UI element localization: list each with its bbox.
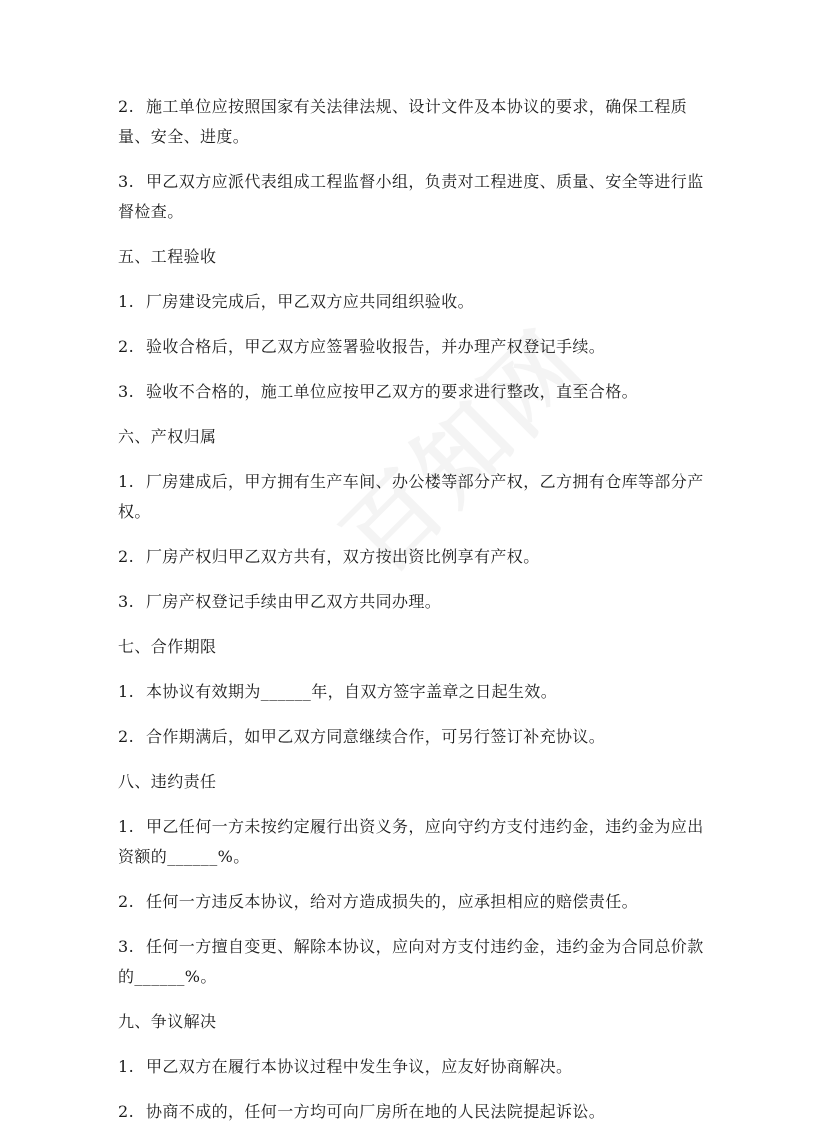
clause-item <box>118 1052 718 1082</box>
clause-item <box>118 287 718 317</box>
clause-text: 本协议有效期为______年，自双方签字盖章之日起生效。 <box>146 682 558 701</box>
clause-item <box>118 167 718 227</box>
clause-number: 1. <box>118 817 135 836</box>
clause-text: 任何一方擅自变更、解除本协议，应向对方支付违约金，违约金为合同总价款的______%。 <box>118 937 704 986</box>
clause-text: 验收合格后，甲乙双方应签署验收报告，并办理产权登记手续。 <box>146 337 606 356</box>
clause-item <box>118 677 718 707</box>
clause-item <box>118 812 718 872</box>
clause-text: 合作期满后，如甲乙双方同意继续合作，可另行签订补充协议。 <box>146 727 606 746</box>
clause-number: 2. <box>118 547 135 566</box>
clause-number: 3. <box>118 592 135 611</box>
clause-number: 3. <box>118 937 135 956</box>
section-heading: 九、争议解决 <box>118 1012 217 1031</box>
section-heading: 七、合作期限 <box>118 637 217 656</box>
clause-item <box>118 722 718 752</box>
clause-item <box>118 1097 718 1127</box>
clause-text: 任何一方违反本协议，给对方造成损失的，应承担相应的赔偿责任。 <box>146 892 639 911</box>
clause-text: 甲乙双方在履行本协议过程中发生争议，应友好协商解决。 <box>146 1057 573 1076</box>
section-heading: 六、产权归属 <box>118 427 217 446</box>
clause-text: 协商不成的，任何一方均可向厂房所在地的人民法院提起诉讼。 <box>146 1102 606 1121</box>
clause-text: 厂房建设完成后，甲乙双方应共同组织验收。 <box>146 292 475 311</box>
clause-text: 施工单位应按照国家有关法律法规、设计文件及本协议的要求，确保工程质量、安全、进度。 <box>118 97 688 146</box>
clause-item <box>118 542 718 572</box>
clause-number: 2. <box>118 337 135 356</box>
clause-number: 1. <box>118 472 135 491</box>
clause-item <box>118 332 718 362</box>
clause-text: 甲乙任何一方未按约定履行出资义务，应向守约方支付违约金，违约金为应出资额的______%。 <box>118 817 704 866</box>
clause-text: 厂房产权登记手续由甲乙双方共同办理。 <box>146 592 442 611</box>
clause-item <box>118 887 718 917</box>
section-heading: 五、工程验收 <box>118 247 217 266</box>
clause-text: 厂房产权归甲乙双方共有，双方按出资比例享有产权。 <box>146 547 540 566</box>
clause-text: 厂房建成后，甲方拥有生产车间、办公楼等部分产权，乙方拥有仓库等部分产权。 <box>118 472 704 521</box>
document-body <box>118 92 718 1142</box>
section-heading: 八、违约责任 <box>118 772 217 791</box>
clause-number: 1. <box>118 682 135 701</box>
clause-item <box>118 467 718 527</box>
clause-text: 甲乙双方应派代表组成工程监督小组，负责对工程进度、质量、安全等进行监督检查。 <box>118 172 704 221</box>
clause-number: 2. <box>118 892 135 911</box>
clause-number: 3. <box>118 172 135 191</box>
clause-item <box>118 587 718 617</box>
clause-number: 3. <box>118 382 135 401</box>
clause-number: 2. <box>118 727 135 746</box>
clause-number: 1. <box>118 1057 135 1076</box>
clause-text: 验收不合格的，施工单位应按甲乙双方的要求进行整改，直至合格。 <box>146 382 639 401</box>
clause-item <box>118 932 718 992</box>
clause-number: 2. <box>118 97 135 116</box>
clause-number: 1. <box>118 292 135 311</box>
clause-item <box>118 92 718 152</box>
clause-number: 2. <box>118 1102 135 1121</box>
clause-item <box>118 377 718 407</box>
